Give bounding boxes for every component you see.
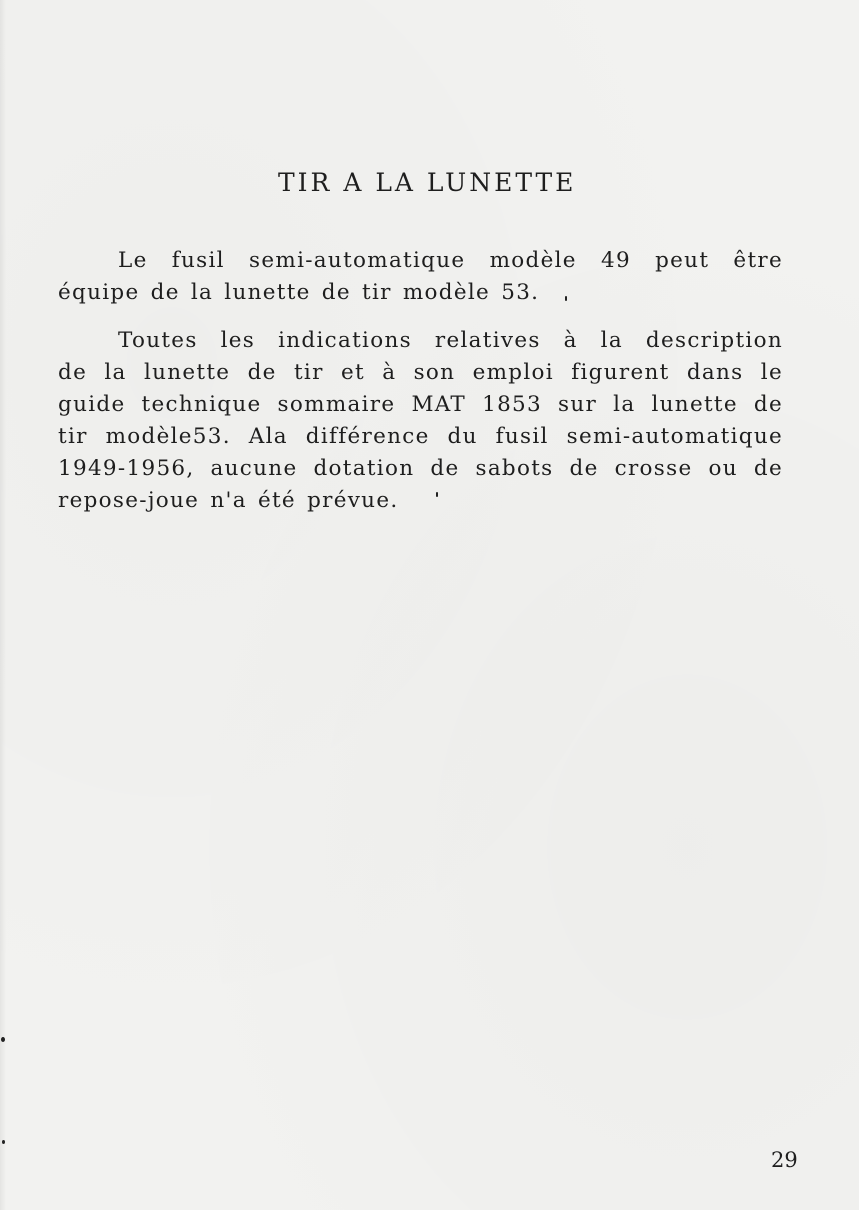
paragraph-1 <box>58 245 783 309</box>
page-number: 29 <box>771 1148 798 1172</box>
paragraph-line: de la lunette de tir et à son emploi figurent dans le <box>58 360 783 385</box>
paragraph-line: guide technique sommaire MAT 1853 sur la lunette de <box>58 392 783 417</box>
page-title: TIR A LA LUNETTE <box>278 168 577 197</box>
paragraph-line: Le fusil semi-automatique modèle 49 peut être <box>118 248 783 273</box>
page-edge-shadow <box>0 0 6 1210</box>
paragraph-2 <box>58 325 783 517</box>
paragraph-line: repose-joue n'a été prévue. <box>58 488 399 513</box>
paragraph-line: tir modèle53. Ala différence du fusil semi-automatique <box>58 424 783 449</box>
paragraph-line: 1949-1956, aucune dotation de sabots de crosse ou de <box>58 456 783 481</box>
print-speck <box>1 1037 5 1042</box>
print-speck <box>436 492 438 497</box>
paragraph-line: Toutes les indications relatives à la description <box>118 328 783 353</box>
paragraph-line: équipe de la lunette de tir modèle 53. <box>58 280 540 305</box>
print-speck <box>2 1140 5 1144</box>
print-speck <box>565 296 567 301</box>
